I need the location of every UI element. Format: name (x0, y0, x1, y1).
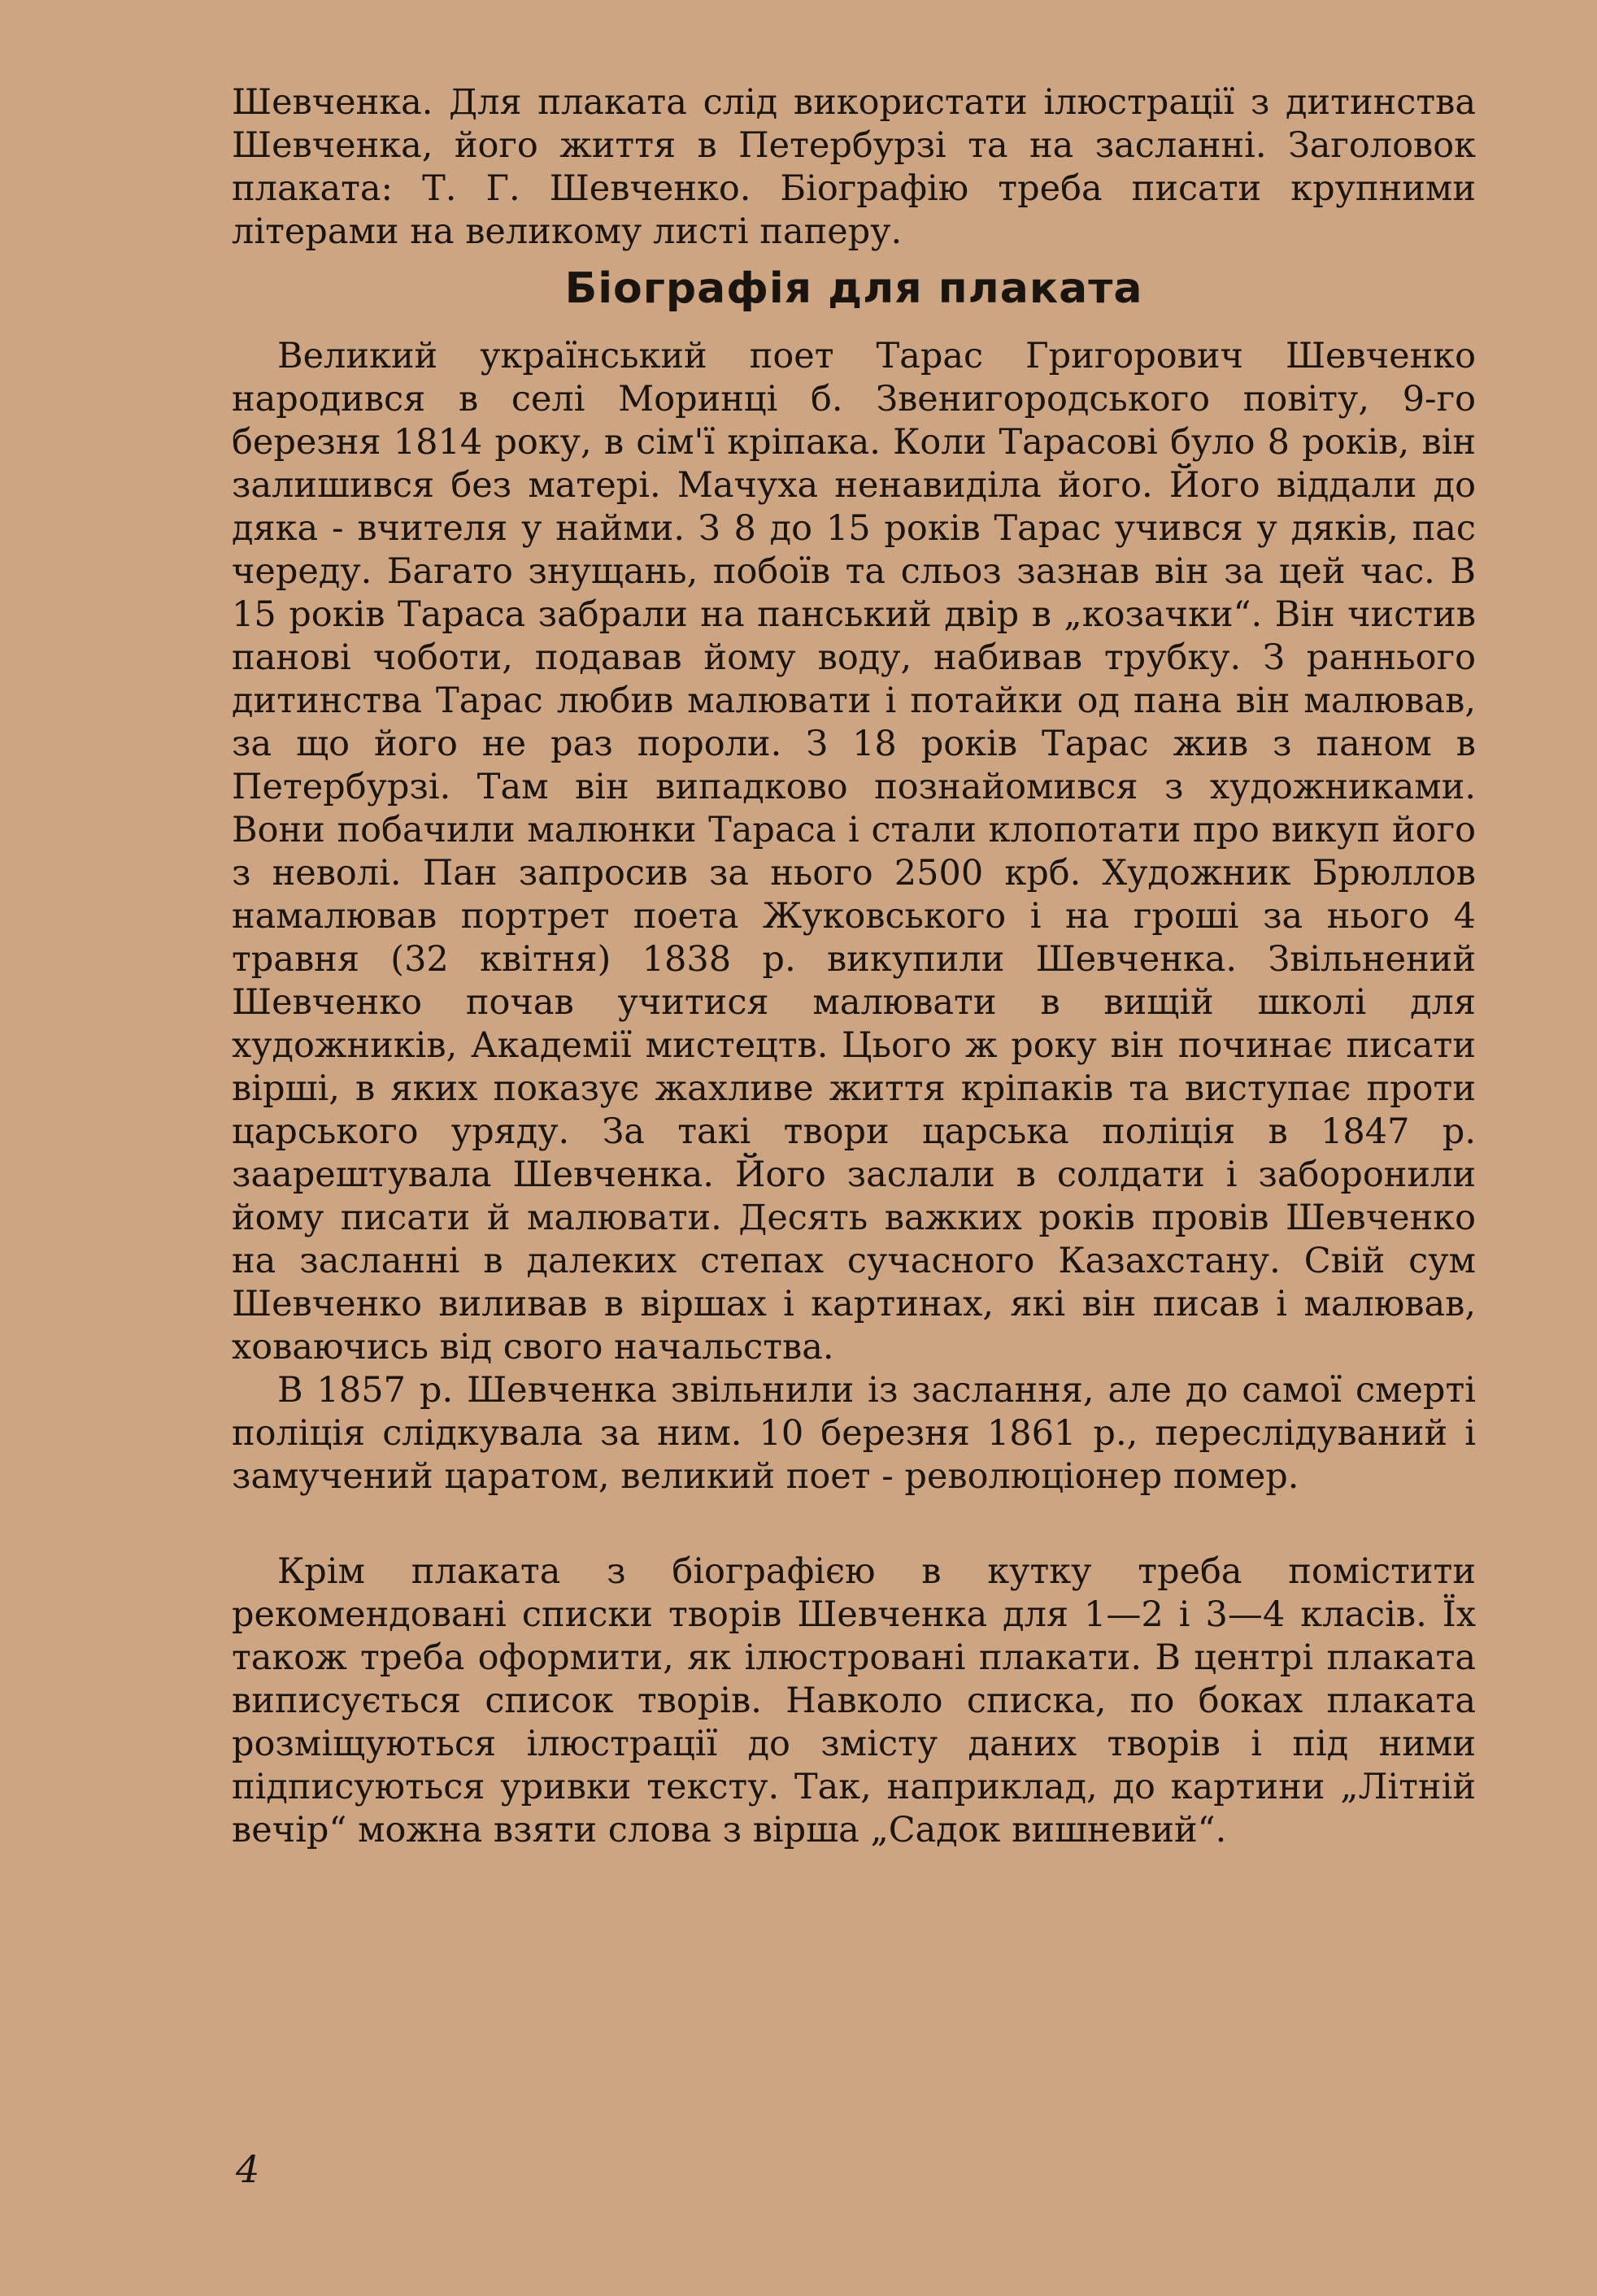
intro-paragraph: Шевченка. Для плаката слід використати ілюстрації з дитинства Шевченка, його життя в Петербурзі та на засланні. Заголовок плаката: Т. Г. Шевченко. Біографію треба писати крупними літерами на великому листі паперу. (232, 82, 1476, 252)
biography-paragraph-continued: В 1857 р. Шевченка звільнили із заслання, але до самої смерті поліція слідкувала за ним. 10 березня 1861 р., переслідуваний і замучений царатом, великий поет - революціонер помер. (232, 1370, 1476, 1497)
paragraph-spacer (232, 1498, 1476, 1550)
section-heading: Біографія для плаката (564, 264, 1143, 313)
biography-paragraph: Великий український поет Тарас Григорович Шевченко народився в селі Моринці б. Звенигородського повіту, 9-го березня 1814 року, в сім'ї кріпака. Коли Тарасові було 8 років, він залишився без матері. Мачуха ненавиділа його. Його віддали до дяка - вчителя у найми. З 8 до 15 років Тарас учився у дяків, пас череду. Багато знущань, побоїв та сльоз зазнав він за цей час. В 15 років Тараса забрали на панський двір в „козачки“. Він чистив панові чоботи, подавав йому воду, набивав трубку. З раннього дитинства Тарас любив малювати і потайки од пана він малював, за що його не раз пороли. З 18 років Тарас жив з паном в Петербурзі. Там він випадково познайомився з художниками. Вони побачили малюнки Тараса і стали клопотати про викуп його з неволі. Пан запросив за нього 2500 крб. Художник Брюллов намалював портрет поета Жуковського і на гроші за нього 4 травня (32 квітня) 1838 р. викупили Шевченка. Звільнений Шевченко почав учитися малювати в вищій школі для художників, Академії мистецтв. Цього ж року він починає писати вірші, в яких показує жахливе життя кріпаків та виступає проти царського уряду. За такі твори царська поліція в 1847 р. заарештувала Шевченка. Його заслали в солдати і заборонили йому писати й малювати. Десять важких років провів Шевченко на засланні в далеких степах сучасного Казахстану. Свій сум Шевченко виливав в віршах і картинах, які він писав і малював, ховаючись від свого начальства. (232, 336, 1476, 1368)
closing-paragraph: Крім плаката з біографією в кутку треба помістити рекомендовані списки творів Шевченка для 1—2 і 3—4 класів. Їх також треба оформити, як ілюстровані плакати. В центрі плаката виписується список творів. Навколо списка, по боках плаката розміщуються ілюстрації до змісту даних творів і під ними підписуються уривки тексту. Так, наприклад, до картини „Літній вечір“ можна взяти слова з вірша „Садок вишневий“. (232, 1551, 1476, 1850)
page-number: 4 (236, 2147, 260, 2191)
page-content (232, 81, 1476, 1852)
